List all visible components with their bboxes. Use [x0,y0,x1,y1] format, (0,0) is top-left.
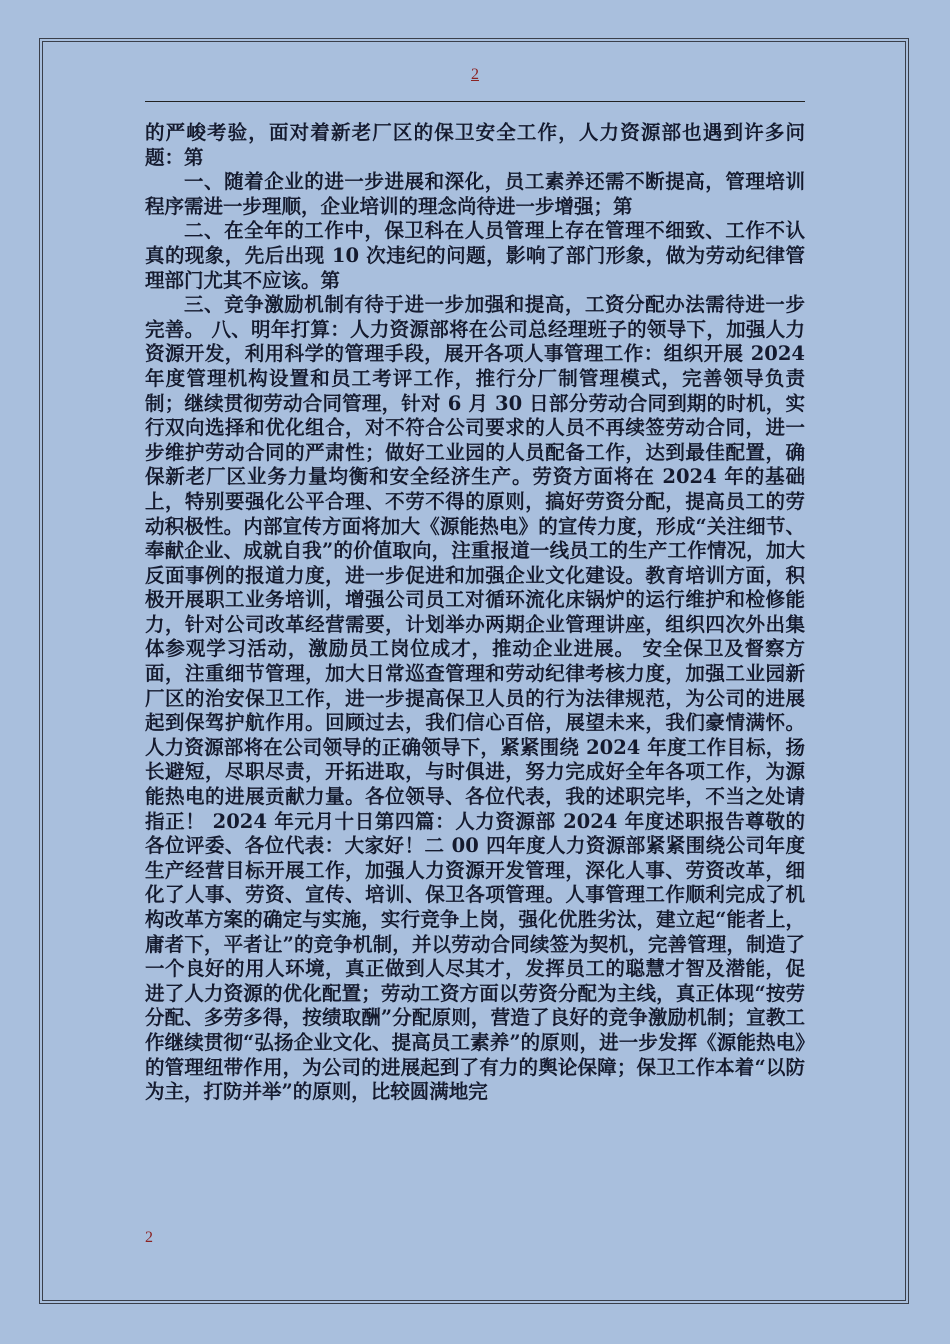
paragraph: 一、随着企业的进一步进展和深化，员工素养还需不断提高，管理培训程序需进一步理顺，企业培训的理念尚待进一步增强；第 [145,170,805,218]
paragraph: 的严峻考验，面对着新老厂区的保卫安全工作，人力资源部也遇到许多问题：第 [145,121,805,169]
paragraph: 二、在全年的工作中，保卫科在人员管理上存在管理不细致、工作不认真的现象，先后出现 10 次违纪的问题，影响了部门形象，做为劳动纪律管理部门尤其不应该。第 [145,219,805,292]
document-body [145,121,805,1105]
paragraph: 三、竞争激励机制有待于进一步加强和提高，工资分配办法需待进一步完善。 八、明年打算：人力资源部将在公司总经理班子的领导下，加强人力资源开发，利用科学的管理手段，展开各项人事管理工作：组织开展 2024 年度管理机构设置和员工考评工作，推行分厂制管理模式，完善领导负责制；继续贯彻劳动合同管理，针对 6 月 30 日部分劳动合同到期的时机，实行双向选择和优化组合，对不符合公司要求的人员不再续签劳动合同，进一步维护劳动合同的严肃性；做好工业园的人员配备工作，达到最佳配置，确保新老厂区业务力量均衡和安全经济生产。劳资方面将在 2024 年的基础上，特别要强化公平合理、不劳不得的原则，搞好劳资分配，提高员工的劳动积极性。内部宣传方面将加大《源能热电》的宣传力度，形成“关注细节、奉献企业、成就自我”的价值取向，注重报道一线员工的生产工作情况，加大反面事例的报道力度，进一步促进和加强企业文化建设。教育培训方面，积极开展职工业务培训，增强公司员工对循环流化床锅炉的运行维护和检修能力，针对公司改革经营需要，计划举办两期企业管理讲座，组织四次外出集体参观学习活动，激励员工岗位成才，推动企业进展。 安全保卫及督察方面，注重细节管理，加大日常巡查管理和劳动纪律考核力度，加强工业园新厂区的治安保卫工作，进一步提高保卫人员的行为法律规范，为公司的进展起到保驾护航作用。回顾过去，我们信心百倍，展望未来，我们豪情满怀。人力资源部将在公司领导的正确领导下，紧紧围绕 2024 年度工作目标，扬长避短，尽职尽责，开拓进取，与时俱进，努力完成好全年各项工作，为源能热电的进展贡献力量。各位领导、各位代表，我的述职完毕，不当之处请指正！ 2024 年元月十日第四篇：人力资源部 2024 年度述职报告尊敬的各位评委、各位代表：大家好！二 00 四年度人力资源部紧紧围绕公司年度生产经营目标开展工作，加强人力资源开发管理，深化人事、劳资改革，细化了人事、劳资、宣传、培训、保卫各项管理。人事管理工作顺利完成了机构改革方案的确定与实施，实行竞争上岗，强化优胜劣汰，建立起“能者上，庸者下，平者让”的竞争机制，并以劳动合同续签为契机，完善管理，制造了一个良好的用人环境，真正做到人尽其才，发挥员工的聪慧才智及潜能，促进了人力资源的优化配置；劳动工资方面以劳资分配为主线，真正体现“按劳分配、多劳多得，按绩取酬”分配原则，营造了良好的竞争激励机制；宣教工作继续贯彻“弘扬企业文化、提高员工素养”的原则，进一步发挥《源能热电》的管理纽带作用，为公司的进展起到了有力的舆论保障；保卫工作本着“以防为主，打防并举”的原则，比较圆满地完 [145,293,805,1104]
header-divider [145,101,805,102]
footer-page-number: 2 [145,1229,153,1246]
header-page-number: 2 [471,66,479,83]
